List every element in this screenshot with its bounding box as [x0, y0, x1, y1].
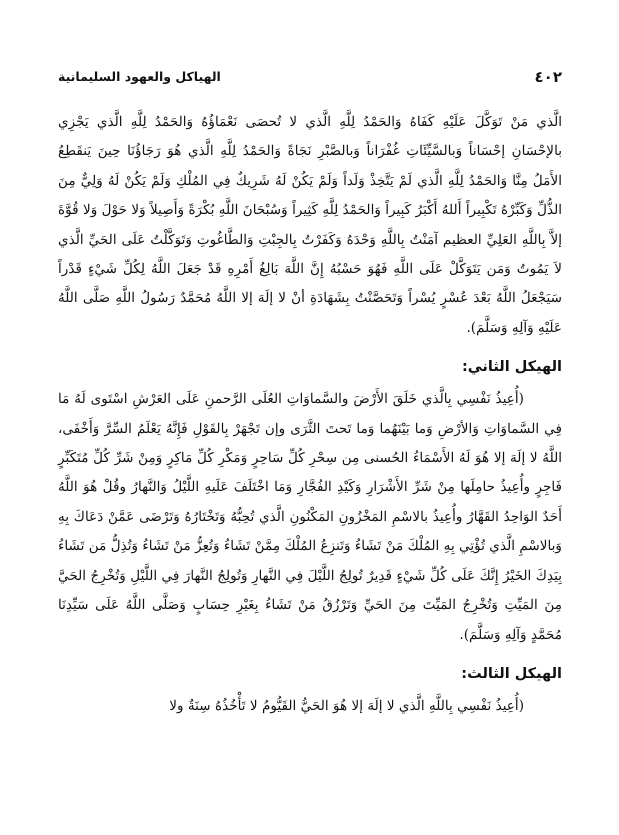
section-heading-third-haykal: الهيكل الثالث:: [461, 665, 562, 682]
body-paragraph-1: الَّذي مَنْ تَوَكَّلَ عَلَيْهِ كَفَاهُ وَالحَمْدُ لِلَّهِ الَّذي لا تُحصَى نَعْمَاؤُهُ وَالحَمْدُ لِلَّهِ الَّذي يَجْزِي بالإحْسَانِ إحْسَاناً وَبالسَّيِّئَاتِ غُفْرَاناً وَبالصَّبْرِ نَجَاةً وَالحَمْدُ لِلَّهِ الَّذي هُوَ رَجَاؤُنَا حِينَ يَنقَطِعُ الأَمَلُ مِنَّا وَالحَمْدُ لِلَّهِ الَّذي لَمْ يَتَّخِذْ وَلَداً وَلَمْ يَكُنْ لَهُ شَرِيكٌ فِي المُلْكِ وَلَمْ يَكُنْ لَهُ وَلِيٌّ مِنَ الذُّلِّ وَكَبِّرْهُ تَكْبِيراً أَللهُ أَكْبَرُ كَبِيراً وَالحَمْدُ لِلَّهِ كَثِيراً وَسُبْحَانَ اللَّهِ بُكْرَةً وَأَصِيلاً وَلا حَوْلَ وَلا قُوَّةَ إلاَّ بِاللَّهِ العَلِيِّ العظيم آمَنْتُ بِاللَّهِ وَحْدَهُ وَكَفَرْتُ بِالجِبْتِ وَالطَّاغُوتِ وَتَوَكَّلْتُ عَلَى الحَيِّ الَّذي لاَ يَمُوتُ وَمَن يَتَوَكَّلْ عَلَى اللَّهِ فَهُوَ حَسْبُهُ إِنَّ اللَّهَ بَالِغُ أَمْرِهِ قَدْ جَعَلَ اللَّهُ لِكُلِّ شَيْءٍ قَدْراً سَيَجْعَلُ اللَّهُ بَعْدَ عُسْرٍ يُسْراً وَتَحَصَّنْتُ بِشَهَادَةِ أنْ لا إلَهَ إلا اللَّهُ مُحَمَّدٌ رَسُولُ اللَّهِ صَلَّى اللَّهُ عَلَيْهِ وَآلِهِ وَسَلَّمَ).: [58, 114, 562, 336]
book-page: [58, 68, 562, 828]
body-paragraph-3: (أُعِيذُ نَفْسِي بِاللَّهِ الَّذي لا إلَهَ إلا هُوَ الحَيُّ القَيُّومُ لا تَأْخُذُهُ سِنَةٌ ولا: [169, 697, 524, 714]
section-heading-second-haykal: الهيكل الثاني:: [461, 359, 562, 376]
book-title: الهياكل والعهود السليمانية: [58, 69, 221, 84]
page-number: ٤٠٢: [534, 68, 562, 86]
running-header: [58, 68, 562, 90]
body-paragraph-2: (أُعِيذُ نَفْسِي بِالَّذي خَلَقَ الأَرْضَ والسَّماوَاتِ العُلَى الرَّحمنِ عَلَى العَرْشِ اسْتَوى لَهُ مَا فِي السَّماوَاتِ وَالأرْضِ وَما بَيْنَهُما وَما تَحتَ الثَّرَى وإن تَجْهَرْ بِالقَوْلِ فَإِنَّهُ يَعْلَمُ السِّرَّ وَأَخْفَى، اللَّهُ لا إلَهَ إلا هُوَ لَهُ الأَسْمَاءُ الحُسنى مِن سِحْرِ كُلِّ سَاحِرٍ وَمَكْرِ كُلِّ مَاكِرٍ وَمِنْ شَرِّ كُلِّ مُتَكَبِّرٍ فَاجِرٍ وأُعِيذُ حامِلَها مِنْ شَرِّ الأَشْرَارِ وَكَيْدِ الفُجَّارِ وَمَا اخْتَلَفَ عَلَيهِ اللَّيْلُ وَالنَّهارُ وقُلْ هُوَ اللَّهُ أَحَدٌ الوَاحِدُ القَهَّارُ وأُعِيذُ بالاسْمِ المَخْزُونِ المَكْنُونِ الَّذي تُحِبُّهُ وَتَخْتَارُهُ وَتَرْضَى عَمَّنْ دَعَاكَ بِهِ وَبالاسْمِ الَّذي تُؤْتِي بِهِ المُلْكَ مَنْ تَشَاءُ وَتَنزِعُ المُلْكَ مِمَّنْ تَشَاءُ وَتُعِزُّ مَنْ تَشَاءُ وَتُذِلُّ مَن تَشَاءُ بِيَدِكَ الخَيْرُ إِنَّكَ عَلَى كُلِّ شَيْءٍ قَدِيرٌ تُولِجُ اللَّيْلَ فِي النَّهارِ وَتُولِجُ النَّهارَ فِي اللَّيْلِ وَتُخْرِجُ الحَيَّ مِنَ المَيِّتِ وَتُخْرِجُ المَيِّتَ مِنَ الحَيِّ وَتَرْزُقُ مَنْ تَشَاءُ بِغَيْرِ حِسَابٍ وَصَلَّى اللَّهُ عَلَى سَيِّدِنَا مُحَمَّدٍ وَآلِهِ وَسَلَّمَ).: [58, 391, 562, 643]
